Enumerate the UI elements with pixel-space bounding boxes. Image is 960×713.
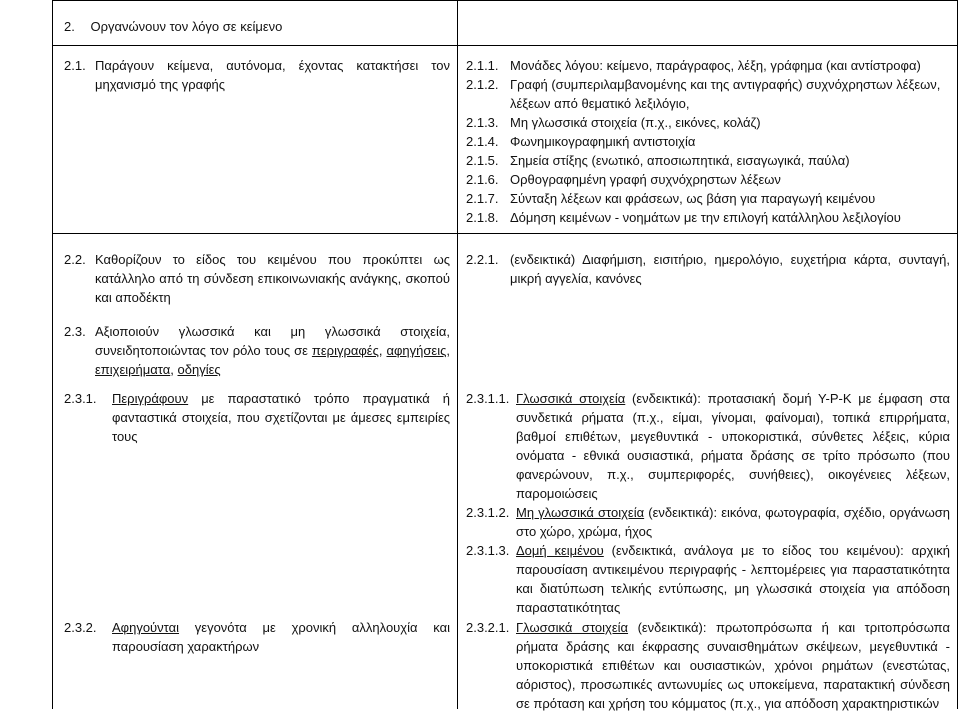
item-label[interactable]: Γλωσσικά στοιχεία bbox=[516, 391, 626, 406]
content-item-2-3-2-1 bbox=[466, 618, 950, 713]
item-number: 2.2.1. bbox=[466, 252, 499, 267]
separator: , bbox=[170, 362, 174, 377]
item-number: 2.1.3. bbox=[466, 115, 499, 130]
objective-number: 2.3.1. bbox=[64, 391, 97, 406]
objective-2-1 bbox=[64, 56, 450, 94]
item-number: 2.3.1.1. bbox=[466, 391, 510, 406]
item-label[interactable]: Δομή κειμένου bbox=[516, 543, 604, 558]
list-item bbox=[466, 132, 950, 151]
separator: , bbox=[378, 343, 383, 358]
item-text: Φωνημικογραφημική αντιστοιχία bbox=[510, 134, 696, 149]
list-item bbox=[466, 56, 950, 75]
item-number: 2.1.5. bbox=[466, 153, 499, 168]
objective-text bbox=[112, 389, 450, 446]
item-label[interactable]: Γλωσσικά στοιχεία bbox=[516, 620, 629, 635]
item-text bbox=[516, 541, 950, 617]
link-arguments[interactable]: επιχειρήματα bbox=[95, 362, 171, 377]
objective-2-3-1 bbox=[64, 389, 450, 446]
objective-number: 2.3.2. bbox=[64, 620, 97, 635]
list-item bbox=[466, 151, 950, 170]
item-text: (ενδεικτικά) Διαφήμιση, εισιτήριο, ημερολόγιο, ευχετήρια κάρτα, συνταγή, μικρή αγγελία, κανόνες bbox=[510, 252, 950, 286]
objective-intro: Αξιοποιούν γλωσσικά και μη γλωσσικά στοιχεία, συνειδητοποιώντας τον ρόλο τους σε bbox=[95, 324, 450, 358]
section-number: 2. bbox=[64, 19, 75, 34]
section-heading bbox=[64, 17, 444, 36]
item-text bbox=[516, 503, 950, 541]
objective-number: 2.1. bbox=[64, 58, 86, 73]
item-text: Δόμηση κειμένων - νοημάτων με την επιλογή κατάλληλου λεξιλογίου bbox=[510, 210, 901, 225]
content-list-2-3-1 bbox=[466, 389, 950, 617]
item-text: Σύνταξη λέξεων και φράσεων, ως βάση για παραγωγή κειμένου bbox=[510, 191, 876, 206]
list-item bbox=[466, 208, 950, 227]
list-item bbox=[466, 503, 950, 541]
table-row-divider bbox=[52, 233, 958, 234]
item-number: 2.1.8. bbox=[466, 210, 499, 225]
item-number: 2.3.1.3. bbox=[466, 543, 510, 558]
item-body: (ενδεικτικά): προτασιακή δομή Υ-Ρ-Κ με έμφαση στα συνδετικά ρήματα (π.χ., είμαι, γίνομαι, φαίνομαι), τοπικά επιρρήματα, βαθμοί επιθέτων, μεγεθυντικά - υποκοριστικά, σύνθετες λέξεις, κύρια ονόματα - εθνικά ουσιαστικά, ρήματα δράσης σε τρίτο πρόσωπο (που φανερώνουν, π.χ., συμπεριφορές, συνήθειες), οικογένειες λέξεων, παρομοιώσεις bbox=[516, 391, 950, 501]
item-text: Μονάδες λόγου: κείμενο, παράγραφος, λέξη, γράφημα (και αντίστροφα) bbox=[510, 58, 921, 73]
item-text bbox=[516, 618, 950, 713]
list-item bbox=[466, 75, 950, 113]
objective-body: με παραστατικό τρόπο πραγματικά ή φανταστικά στοιχεία, που σχετίζονται με άμεσες εμπειρίες τους bbox=[112, 391, 450, 444]
item-text: Γραφή (συμπεριλαμβανομένης και της αντιγραφής) συχνόχρηστων λέξεων, λέξεων από θεματικό λεξιλόγιο, bbox=[510, 77, 941, 111]
objective-text: Καθορίζουν το είδος του κειμένου που προκύπτει ως κατάλληλο από τη σύνδεση επικοινωνιακής ανάγκης, σκοπού και αποδέκτη bbox=[95, 252, 450, 305]
content-item-2-2-1 bbox=[466, 250, 950, 288]
link-instructions[interactable]: οδηγίες bbox=[177, 362, 221, 377]
objective-body: γεγονότα με χρονική αλληλουχία και παρουσίαση χαρακτήρων bbox=[112, 620, 450, 654]
separator: , bbox=[446, 343, 450, 358]
content-list-2-1 bbox=[466, 56, 950, 227]
objective-text: Παράγουν κείμενα, αυτόνομα, έχοντας κατακτήσει τον μηχανισμό της γραφής bbox=[95, 58, 450, 92]
table-row-divider bbox=[52, 45, 958, 46]
list-item bbox=[466, 389, 950, 503]
list-item bbox=[466, 189, 950, 208]
verb-describe[interactable]: Περιγράφουν bbox=[112, 391, 189, 406]
objective-text bbox=[112, 618, 450, 656]
table-border-top bbox=[52, 0, 958, 1]
item-number: 2.3.1.2. bbox=[466, 505, 510, 520]
verb-narrate[interactable]: Αφηγούνται bbox=[112, 620, 180, 635]
link-descriptions[interactable]: περιγραφές bbox=[311, 343, 379, 358]
item-number: 2.1.7. bbox=[466, 191, 499, 206]
item-text: Μη γλωσσικά στοιχεία (π.χ., εικόνες, κολάζ) bbox=[510, 115, 761, 130]
table-border-right bbox=[957, 0, 958, 709]
objective-text bbox=[95, 322, 450, 379]
item-number: 2.1.1. bbox=[466, 58, 499, 73]
item-body: (ενδεικτικά): πρωτοπρόσωπα ή και τριτοπρόσωπα ρήματα δράσης και έκφρασης συναισθημάτων σκέψεων, μεγεθυντικά - υποκοριστικά επιθέτων και ουσιαστικών, χρόνοι ρημάτων (ενεστώτας, αόριστος), προσωπικές αντωνυμίες ως υποκείμενα, παρατακτική σύνδεση σε πρόταση και χρήση του κόμματος (π.χ., για απόδοση χαρακτηριστικών bbox=[516, 620, 950, 711]
item-text: Ορθογραφημένη γραφή συχνόχρηστων λέξεων bbox=[510, 172, 781, 187]
objective-number: 2.2. bbox=[64, 252, 86, 267]
objective-number: 2.3. bbox=[64, 324, 86, 339]
item-label[interactable]: Μη γλωσσικά στοιχεία bbox=[516, 505, 645, 520]
table-column-divider bbox=[457, 0, 458, 709]
list-item bbox=[466, 113, 950, 132]
objective-2-2 bbox=[64, 250, 450, 307]
objective-2-3 bbox=[64, 322, 450, 379]
item-number: 2.1.4. bbox=[466, 134, 499, 149]
item-number: 2.1.2. bbox=[466, 77, 499, 92]
link-narrations[interactable]: αφηγήσεις bbox=[386, 343, 447, 358]
item-text bbox=[516, 389, 950, 503]
section-title: Οργανώνουν τον λόγο σε κείμενο bbox=[90, 19, 283, 34]
list-item bbox=[466, 170, 950, 189]
item-text: Σημεία στίξης (ενωτικό, αποσιωπητικά, εισαγωγικά, παύλα) bbox=[510, 153, 850, 168]
item-number: 2.1.6. bbox=[466, 172, 499, 187]
table-border-left bbox=[52, 0, 53, 709]
item-body: (ενδεικτικά, ανάλογα με το είδος του κειμένου): αρχική παρουσίαση αντικειμένου περιγραφής - λεπτομέρειες για παραστατικότητα και διατύπωση τελικής εντύπωσης, μη γλωσσικά στοιχεία για απόδοση παραστατικότητας bbox=[516, 543, 950, 615]
item-number: 2.3.2.1. bbox=[466, 620, 510, 635]
objective-2-3-2 bbox=[64, 618, 450, 656]
item-body: (ενδεικτικά): εικόνα, φωτογραφία, σχέδιο, οργάνωση στο χώρο, χρώμα, ήχος bbox=[516, 505, 950, 539]
list-item bbox=[466, 541, 950, 617]
